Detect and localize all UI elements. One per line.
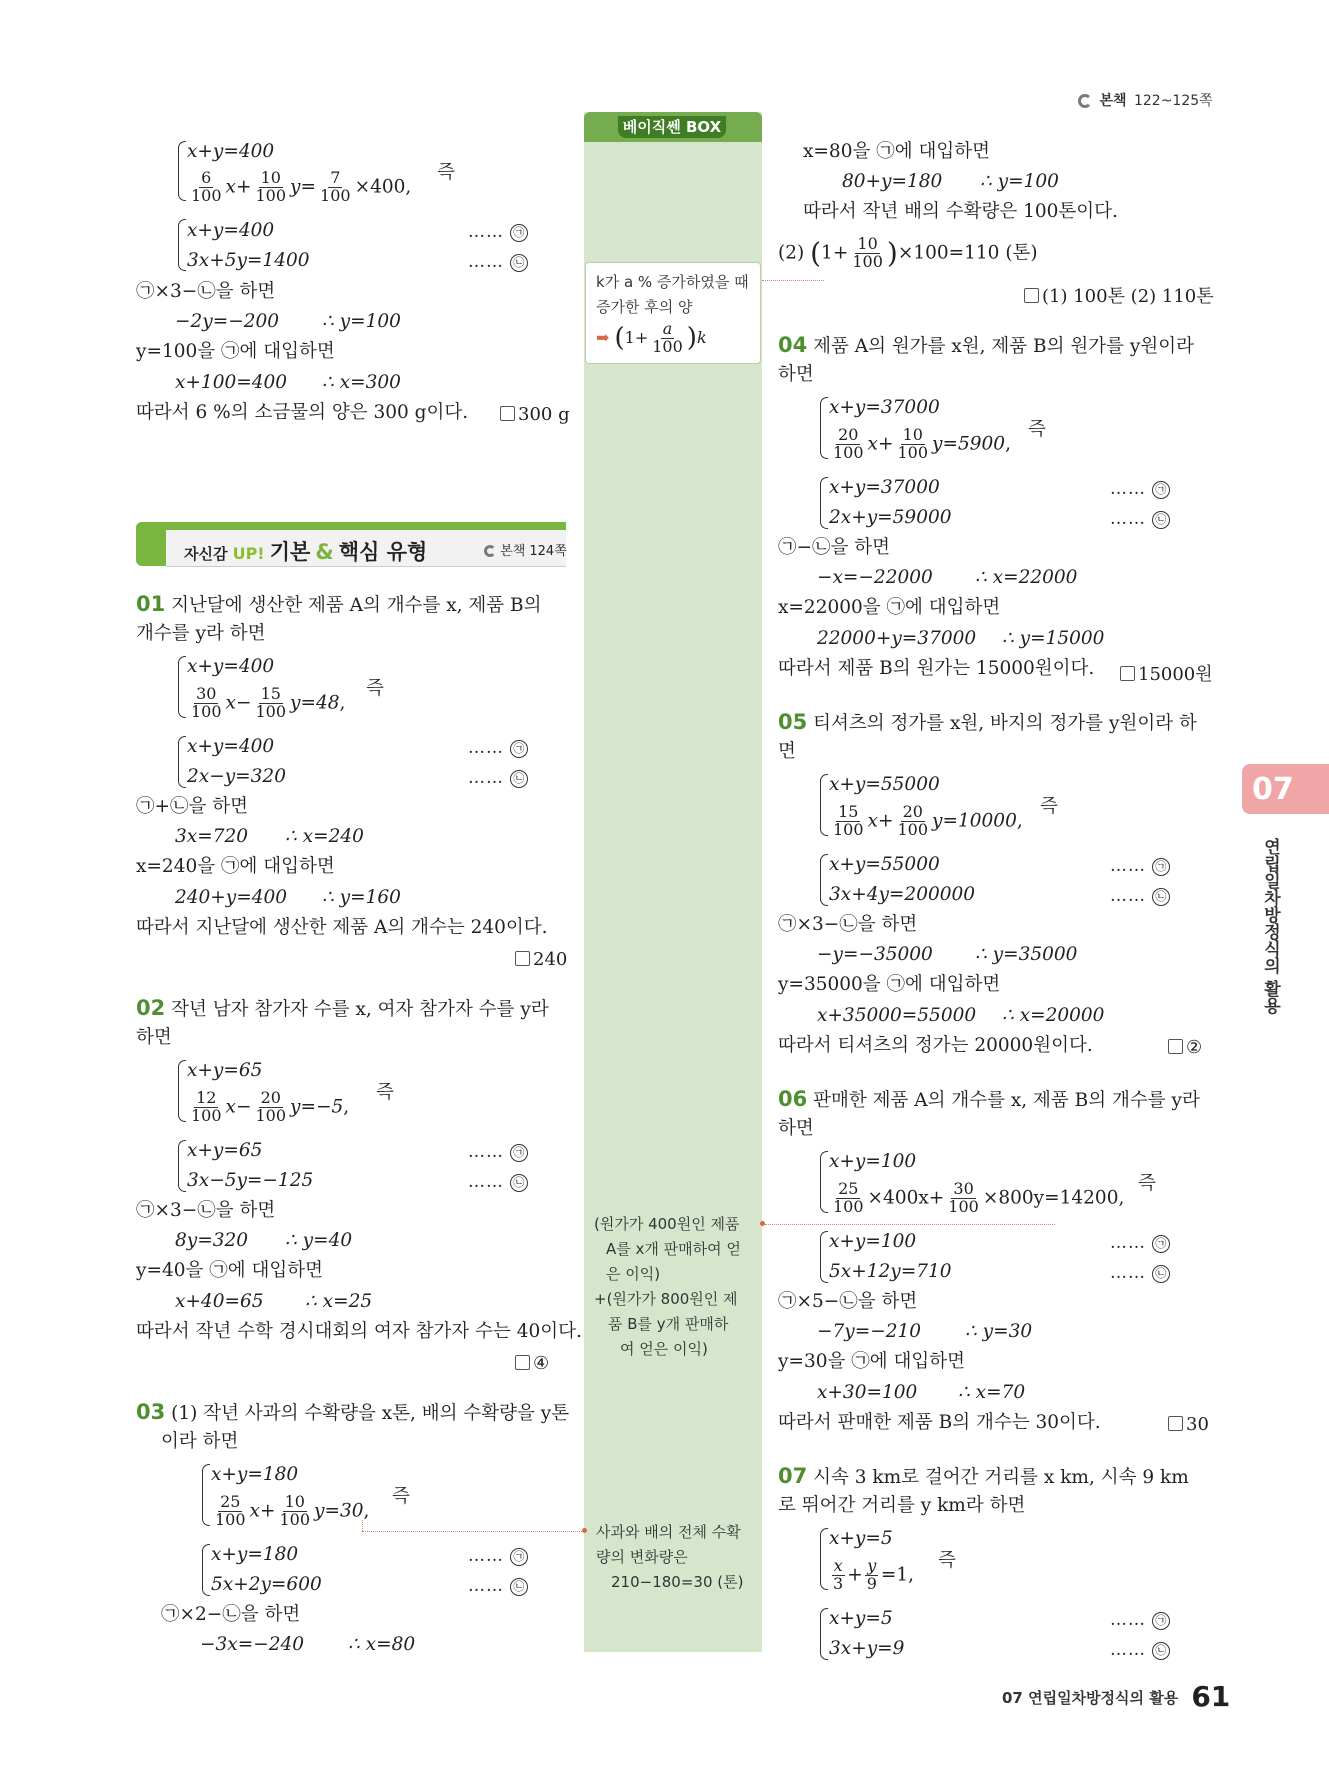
answer-top: 300 g bbox=[500, 404, 570, 425]
section-header bbox=[136, 522, 566, 566]
connector-dot bbox=[582, 1528, 587, 1533]
reference-icon bbox=[484, 545, 496, 557]
section-reference: 본책 124쪽 bbox=[484, 540, 567, 559]
box-title: 베이직쎈 BOX bbox=[584, 112, 762, 142]
answer-icon bbox=[515, 1355, 530, 1370]
chapter-tab-label: 연립일차방정식의 활용 bbox=[1260, 838, 1280, 1014]
section-bar bbox=[136, 522, 566, 530]
answer-icon bbox=[1120, 666, 1135, 681]
problem-01: 01 지난달에 생산한 제품 A의 개수를 x, 제품 B의 bbox=[136, 592, 542, 616]
arrow-icon: ➡ bbox=[596, 327, 610, 347]
tip-formula: ➡ (1+ $\frac{a}{100}$ )k bbox=[596, 319, 707, 356]
answer-icon bbox=[1168, 1039, 1183, 1054]
equation: $\frac{25}{100}$ ×400x+ $\frac{30}{100}$ ×800y=14200, bbox=[833, 1179, 1125, 1216]
equation: (2) (1+ $\frac{10}{100}$ )×100=110 (톤) bbox=[778, 234, 1038, 271]
equation: $\frac{20}{100}$ x+ $\frac{10}{100}$ y=5900, bbox=[833, 425, 1011, 462]
answer-icon bbox=[500, 406, 515, 421]
answer-icon bbox=[515, 951, 530, 966]
equation: $\frac{12}{100}$ x− $\frac{20}{100}$ y=−5, bbox=[191, 1088, 350, 1125]
answer-04: 15000원 bbox=[1120, 660, 1213, 686]
answer-05: ② bbox=[1168, 1037, 1202, 1058]
section-accent bbox=[136, 522, 166, 566]
tip-box: k가 a % 증가하였을 때 증가한 후의 양 ➡ (1+ $\frac{a}{100}$ )k bbox=[585, 262, 761, 364]
footer: 07 연립일차방정식의 활용 61 bbox=[1002, 1680, 1231, 1713]
page-reference: 본책 122~125쪽 bbox=[1078, 90, 1213, 110]
problem-05: 05 티셔츠의 정가를 x원, 바지의 정가를 y원이라 하 bbox=[778, 710, 1197, 734]
answer-01: 240 bbox=[515, 949, 567, 970]
problem-07: 07 시속 3 km로 걸어간 거리를 x km, 시속 9 km bbox=[778, 1464, 1189, 1488]
equation: $\frac{30}{100}$ x− $\frac{15}{100}$ y=48, bbox=[191, 684, 346, 721]
problem-06: 06 판매한 제품 A의 개수를 x, 제품 B의 개수를 y라 bbox=[778, 1087, 1200, 1111]
connector-line bbox=[762, 280, 824, 281]
problem-02: 02 작년 남자 참가자 수를 x, 여자 참가자 수를 y라 bbox=[136, 996, 549, 1020]
answer-icon bbox=[1168, 1416, 1183, 1431]
equation: $\frac{6}{100}$ x+ $\frac{10}{100}$ y= $\frac{7}{100}$ ×400, bbox=[191, 168, 412, 205]
problem-03: 03 (1) 작년 사과의 수확량을 x톤, 배의 수확량을 y톤 bbox=[136, 1400, 570, 1424]
reference-icon bbox=[1078, 94, 1092, 108]
chapter-tab: 07 bbox=[1242, 764, 1329, 814]
connector-line bbox=[362, 1531, 582, 1532]
section-title: 자신감 UP! 기본 & 핵심 유형 bbox=[184, 540, 428, 564]
answer-03: (1) 100톤 (2) 110톤 bbox=[1024, 282, 1214, 308]
page-number: 61 bbox=[1191, 1680, 1231, 1713]
note-profit: (원가가 400원인 제품 A를 x개 판매하여 얻 은 이익) +(원가가 800원인 제 품 B를 y개 판매하 여 얻은 이익) bbox=[594, 1215, 741, 1358]
connector-line bbox=[765, 1224, 1055, 1225]
equation: $\frac{x}{3}$ + $\frac{y}{9}$ =1, bbox=[833, 1556, 915, 1593]
problem-04: 04 제품 A의 원가를 x원, 제품 B의 원가를 y원이라 bbox=[778, 333, 1194, 357]
answer-06: 30 bbox=[1168, 1414, 1209, 1435]
equation: $\frac{15}{100}$ x+ $\frac{20}{100}$ y=10000, bbox=[833, 802, 1023, 839]
answer-icon bbox=[1024, 288, 1039, 303]
answer-02: ④ bbox=[515, 1353, 549, 1374]
note-harvest: 사과와 배의 전체 수확 량의 변화량은 210−180=30 (톤) bbox=[596, 1523, 744, 1591]
equation: $\frac{25}{100}$ x+ $\frac{10}{100}$ y=30, bbox=[215, 1492, 370, 1529]
